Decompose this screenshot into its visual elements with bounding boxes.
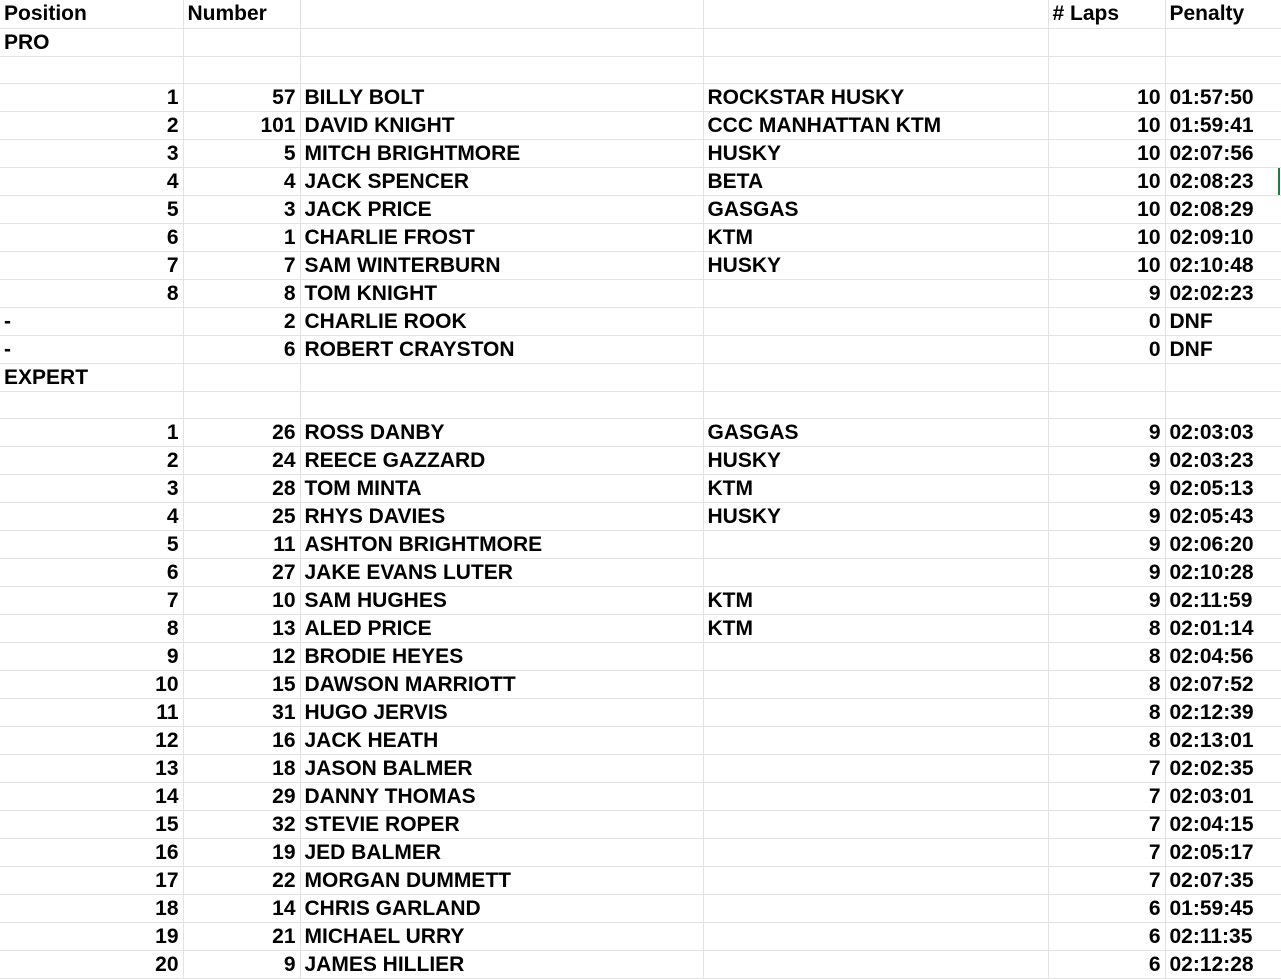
table-row [0,614,1281,642]
cell-laps[interactable]: 9 [1048,474,1165,502]
cell-rider[interactable]: MICHAEL URRY [300,922,703,950]
cell-rider[interactable]: JAKE EVANS LUTER [300,558,703,586]
cell-rider[interactable]: DANNY THOMAS [300,782,703,810]
cell-team[interactable] [703,670,1048,698]
cell-team[interactable] [703,391,1048,418]
cell-team[interactable]: KTM [703,614,1048,642]
cell-penalty[interactable]: 02:02:23 [1165,279,1281,307]
cell-penalty[interactable]: 02:04:56 [1165,642,1281,670]
cell-number[interactable]: 8 [183,279,300,307]
cell-position[interactable]: - [0,335,183,363]
cell-team[interactable] [703,28,1048,56]
table-row [0,922,1281,950]
table-row [0,894,1281,922]
cell-penalty[interactable]: 01:59:41 [1165,111,1281,139]
cell-number[interactable]: 12 [183,642,300,670]
cell-team[interactable]: HUSKY [703,251,1048,279]
cell-number[interactable]: 18 [183,754,300,782]
cell-laps[interactable]: 10 [1048,83,1165,111]
cell-number[interactable]: 27 [183,558,300,586]
cell-rider[interactable]: CHARLIE ROOK [300,307,703,335]
cell-laps[interactable] [1048,391,1165,418]
cell-position[interactable]: 6 [0,223,183,251]
cell-team[interactable] [703,810,1048,838]
cell-team[interactable] [703,363,1048,391]
table-row [0,167,1281,195]
table-row [0,754,1281,782]
cell-penalty[interactable] [1165,391,1281,418]
table-row [0,139,1281,167]
cell-number[interactable] [183,391,300,418]
cell-team[interactable] [703,335,1048,363]
cell-team[interactable] [703,279,1048,307]
cell-laps[interactable]: 6 [1048,894,1165,922]
cell-penalty[interactable]: 01:57:50 [1165,83,1281,111]
cell-number[interactable]: 6 [183,335,300,363]
cell-team[interactable]: KTM [703,474,1048,502]
cell-team[interactable] [703,866,1048,894]
cell-laps[interactable]: 8 [1048,698,1165,726]
cell-position[interactable]: 10 [0,670,183,698]
cell-number[interactable]: 2 [183,307,300,335]
table-row [0,195,1281,223]
cell-position[interactable]: 2 [0,111,183,139]
cell-team[interactable] [703,307,1048,335]
cell-laps[interactable]: 10 [1048,111,1165,139]
cell-laps[interactable]: 7 [1048,754,1165,782]
cell-penalty[interactable]: 02:07:52 [1165,670,1281,698]
table-row [0,726,1281,754]
cell-penalty[interactable]: 01:59:45 [1165,894,1281,922]
cell-number[interactable]: 5 [183,139,300,167]
cell-rider[interactable]: RHYS DAVIES [300,502,703,530]
cell-laps[interactable]: 10 [1048,251,1165,279]
cell-rider[interactable] [300,363,703,391]
cell-penalty[interactable]: 02:06:20 [1165,530,1281,558]
table-row [0,810,1281,838]
cell-laps[interactable]: 10 [1048,195,1165,223]
cell-laps[interactable]: 6 [1048,950,1165,978]
table-row [0,558,1281,586]
cell-number[interactable]: 22 [183,866,300,894]
cell-position[interactable]: 11 [0,698,183,726]
table-row [0,586,1281,614]
cell-penalty[interactable] [1165,363,1281,391]
cell-team[interactable] [703,950,1048,978]
cell-number[interactable]: 32 [183,810,300,838]
table-row [0,223,1281,251]
cell-penalty[interactable]: 02:09:10 [1165,223,1281,251]
cell-position[interactable]: - [0,307,183,335]
cell-position[interactable]: 8 [0,614,183,642]
cell-rider[interactable]: STEVIE ROPER [300,810,703,838]
cell-number[interactable]: 14 [183,894,300,922]
table-row [0,502,1281,530]
table-row [0,83,1281,111]
cell-team[interactable] [703,726,1048,754]
cell-penalty[interactable]: 02:10:48 [1165,251,1281,279]
cell-rider[interactable]: JASON BALMER [300,754,703,782]
cell-penalty[interactable]: 02:10:28 [1165,558,1281,586]
cell-laps[interactable]: 10 [1048,223,1165,251]
table-row [0,866,1281,894]
cell-number[interactable] [183,363,300,391]
cell-rider[interactable]: DAVID KNIGHT [300,111,703,139]
cell-laps[interactable]: 9 [1048,418,1165,446]
header-cell-penalty[interactable]: Penalty [1165,0,1281,28]
cell-number[interactable]: 11 [183,530,300,558]
cell-rider[interactable]: ALED PRICE [300,614,703,642]
cell-penalty[interactable]: 02:01:14 [1165,614,1281,642]
cell-laps[interactable]: 8 [1048,670,1165,698]
cell-laps[interactable] [1048,56,1165,83]
cell-team[interactable]: CCC MANHATTAN KTM [703,111,1048,139]
table-row [0,530,1281,558]
cell-rider[interactable]: ROBERT CRAYSTON [300,335,703,363]
cell-number[interactable]: 13 [183,614,300,642]
cell-penalty[interactable]: 02:07:56 [1165,139,1281,167]
cell-number[interactable]: 21 [183,922,300,950]
cell-number[interactable]: 29 [183,782,300,810]
cell-number[interactable]: 25 [183,502,300,530]
cell-position[interactable]: 2 [0,446,183,474]
cell-position[interactable]: 4 [0,502,183,530]
cell-number[interactable]: 24 [183,446,300,474]
cell-rider[interactable]: SAM HUGHES [300,586,703,614]
cell-penalty[interactable]: 02:05:13 [1165,474,1281,502]
cell-position[interactable]: 12 [0,726,183,754]
cell-team[interactable]: GASGAS [703,418,1048,446]
table-row [0,28,1281,56]
cell-rider[interactable] [300,56,703,83]
table-row [0,642,1281,670]
cell-rider[interactable]: MITCH BRIGHTMORE [300,139,703,167]
cell-team[interactable] [703,530,1048,558]
cell-position[interactable]: 1 [0,83,183,111]
cell-laps[interactable]: 6 [1048,922,1165,950]
table-row [0,363,1281,391]
cell-laps[interactable]: 9 [1048,530,1165,558]
table-row [0,418,1281,446]
cell-laps[interactable]: 9 [1048,502,1165,530]
cell-laps[interactable] [1048,28,1165,56]
cell-position[interactable]: 20 [0,950,183,978]
header-cell-position[interactable]: Position [0,0,183,28]
cell-position[interactable]: 9 [0,642,183,670]
cell-rider[interactable]: CHRIS GARLAND [300,894,703,922]
cell-team[interactable]: BETA [703,167,1048,195]
cell-position[interactable]: 6 [0,558,183,586]
cell-penalty[interactable]: 02:07:35 [1165,866,1281,894]
cell-laps[interactable]: 8 [1048,642,1165,670]
cell-position[interactable]: 4 [0,167,183,195]
cell-position[interactable]: 1 [0,418,183,446]
cell-number[interactable]: 10 [183,586,300,614]
cell-penalty[interactable]: 02:08:29 [1165,195,1281,223]
table-row [0,279,1281,307]
cell-penalty[interactable]: 02:05:17 [1165,838,1281,866]
cell-team[interactable] [703,642,1048,670]
table-row [0,698,1281,726]
cell-number[interactable]: 16 [183,726,300,754]
cell-position[interactable]: 14 [0,782,183,810]
cell-laps[interactable] [1048,363,1165,391]
cell-position[interactable]: 8 [0,279,183,307]
cell-rider[interactable]: JACK PRICE [300,195,703,223]
cell-number[interactable]: 9 [183,950,300,978]
header-cell-number[interactable]: Number [183,0,300,28]
cell-number[interactable]: 101 [183,111,300,139]
cell-penalty[interactable]: 02:11:35 [1165,922,1281,950]
header-row [0,0,1281,28]
cell-number[interactable]: 1 [183,223,300,251]
cell-penalty[interactable]: 02:03:03 [1165,418,1281,446]
cell-number[interactable]: 31 [183,698,300,726]
cell-team[interactable]: KTM [703,586,1048,614]
cell-penalty[interactable]: 02:13:01 [1165,726,1281,754]
cell-team[interactable] [703,838,1048,866]
cell-rider[interactable]: BRODIE HEYES [300,642,703,670]
table-row [0,838,1281,866]
cell-number[interactable]: 4 [183,167,300,195]
table-row [0,474,1281,502]
cell-laps[interactable]: 10 [1048,139,1165,167]
cell-number[interactable]: 26 [183,418,300,446]
cell-position[interactable]: 15 [0,810,183,838]
cell-team[interactable] [703,558,1048,586]
table-row [0,670,1281,698]
cell-number[interactable] [183,56,300,83]
table-row [0,111,1281,139]
cell-laps[interactable]: 9 [1048,558,1165,586]
cell-number[interactable]: 3 [183,195,300,223]
cell-penalty[interactable]: 02:05:43 [1165,502,1281,530]
selection-indicator [1278,168,1280,195]
cell-penalty[interactable]: DNF [1165,335,1281,363]
cell-penalty[interactable]: 02:12:28 [1165,950,1281,978]
cell-penalty[interactable]: 02:02:35 [1165,754,1281,782]
cell-position[interactable] [0,391,183,418]
cell-laps[interactable]: 9 [1048,446,1165,474]
cell-rider[interactable]: JAMES HILLIER [300,950,703,978]
cell-number[interactable]: 57 [183,83,300,111]
cell-laps[interactable]: 0 [1048,335,1165,363]
cell-position[interactable]: 3 [0,139,183,167]
cell-team[interactable] [703,754,1048,782]
header-cell-team[interactable] [703,0,1048,28]
cell-rider[interactable]: CHARLIE FROST [300,223,703,251]
cell-team[interactable]: HUSKY [703,139,1048,167]
cell-rider[interactable]: MORGAN DUMMETT [300,866,703,894]
table-row [0,251,1281,279]
cell-penalty[interactable]: 02:11:59 [1165,586,1281,614]
cell-rider[interactable]: JACK HEATH [300,726,703,754]
cell-rider[interactable]: BILLY BOLT [300,83,703,111]
header-cell-rider[interactable] [300,0,703,28]
table-row [0,56,1281,83]
cell-rider[interactable]: SAM WINTERBURN [300,251,703,279]
cell-rider[interactable] [300,28,703,56]
cell-penalty[interactable] [1165,28,1281,56]
header-cell-laps[interactable]: # Laps [1048,0,1165,28]
cell-position[interactable] [0,56,183,83]
cell-position[interactable]: PRO [0,28,183,56]
cell-penalty[interactable]: 02:08:23 [1165,167,1281,195]
cell-rider[interactable]: DAWSON MARRIOTT [300,670,703,698]
table-row [0,446,1281,474]
cell-penalty[interactable]: 02:03:01 [1165,782,1281,810]
table-row [0,782,1281,810]
cell-team[interactable] [703,922,1048,950]
cell-laps[interactable]: 7 [1048,838,1165,866]
cell-position[interactable]: 3 [0,474,183,502]
cell-laps[interactable]: 9 [1048,586,1165,614]
cell-team[interactable]: ROCKSTAR HUSKY [703,83,1048,111]
cell-laps[interactable]: 8 [1048,614,1165,642]
cell-laps[interactable]: 7 [1048,810,1165,838]
cell-rider[interactable]: HUGO JERVIS [300,698,703,726]
cell-position[interactable]: 5 [0,195,183,223]
cell-number[interactable] [183,28,300,56]
cell-team[interactable] [703,782,1048,810]
cell-team[interactable]: GASGAS [703,195,1048,223]
table-row [0,950,1281,978]
cell-rider[interactable]: TOM KNIGHT [300,279,703,307]
cell-team[interactable]: KTM [703,223,1048,251]
cell-position[interactable]: 17 [0,866,183,894]
cell-team[interactable] [703,894,1048,922]
cell-laps[interactable]: 10 [1048,167,1165,195]
cell-position[interactable]: 19 [0,922,183,950]
cell-penalty[interactable]: 02:04:15 [1165,810,1281,838]
cell-penalty[interactable]: 02:12:39 [1165,698,1281,726]
cell-penalty[interactable] [1165,56,1281,83]
cell-position[interactable]: 13 [0,754,183,782]
cell-number[interactable]: 7 [183,251,300,279]
cell-team[interactable]: HUSKY [703,446,1048,474]
cell-team[interactable] [703,698,1048,726]
cell-number[interactable]: 15 [183,670,300,698]
table-row [0,391,1281,418]
table-row [0,335,1281,363]
cell-number[interactable]: 28 [183,474,300,502]
cell-rider[interactable]: JED BALMER [300,838,703,866]
cell-position[interactable]: 16 [0,838,183,866]
cell-rider[interactable]: TOM MINTA [300,474,703,502]
cell-laps[interactable]: 9 [1048,279,1165,307]
cell-rider[interactable] [300,391,703,418]
cell-rider[interactable]: REECE GAZZARD [300,446,703,474]
cell-position[interactable]: 5 [0,530,183,558]
cell-position[interactable]: 7 [0,586,183,614]
cell-team[interactable] [703,56,1048,83]
table-row [0,307,1281,335]
cell-laps[interactable]: 7 [1048,866,1165,894]
cell-rider[interactable]: JACK SPENCER [300,167,703,195]
cell-laps[interactable]: 0 [1048,307,1165,335]
cell-laps[interactable]: 8 [1048,726,1165,754]
cell-position[interactable]: 7 [0,251,183,279]
cell-position[interactable]: 18 [0,894,183,922]
cell-team[interactable]: HUSKY [703,502,1048,530]
cell-laps[interactable]: 7 [1048,782,1165,810]
cell-number[interactable]: 19 [183,838,300,866]
cell-penalty[interactable]: DNF [1165,307,1281,335]
cell-position[interactable]: EXPERT [0,363,183,391]
cell-penalty[interactable]: 02:03:23 [1165,446,1281,474]
cell-rider[interactable]: ASHTON BRIGHTMORE [300,530,703,558]
cell-rider[interactable]: ROSS DANBY [300,418,703,446]
